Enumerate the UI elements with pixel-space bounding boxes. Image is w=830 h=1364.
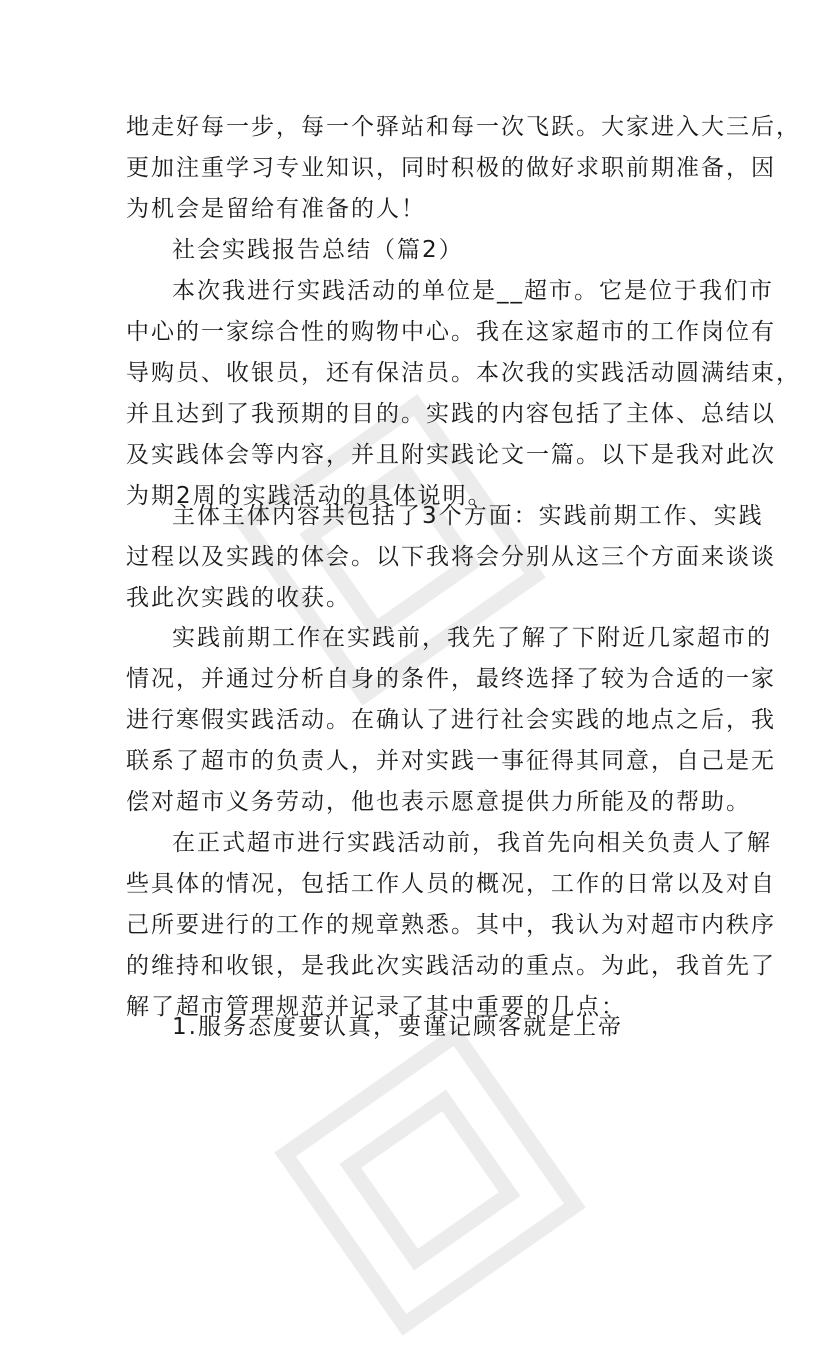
text-line: 情况，并通过分析自身的条件，最终选择了较为合适的一家 [126,666,776,692]
watermark-icon [249,999,611,1361]
text-line: 联系了超市的负责人，并对实践一事征得其同意，自己是无 [126,748,776,774]
text-line: 偿对超市义务劳动，他也表示愿意提供力所能及的帮助。 [126,789,751,815]
text-line: 进行寒假实践活动。在确认了进行社会实践的地点之后，我 [126,707,776,733]
text-line: 为期2周的实践活动的具体说明。 [126,483,493,509]
paragraph [126,823,776,1028]
text-line: 的维持和收银，是我此次实践活动的重点。为此，我首先了 [126,953,776,979]
text-line: 更加注重学习专业知识，同时积极的做好求职前期准备，因 [126,155,776,181]
text-line: 在正式超市进行实践活动前，我首先向相关负责人了解 [172,830,772,856]
list-item [126,1007,706,1048]
text-line: 解了超市管理规范并记录了其中重要的几点： [126,994,626,1020]
paragraph [126,618,776,823]
text-line: 实践前期工作在实践前，我先了解了下附近几家超市的 [172,625,772,651]
text-line: 本次我进行实践活动的单位是__超市。它是位于我们市 [172,278,774,304]
text-line: 过程以及实践的体会。以下我将会分别从这三个方面来谈谈 [126,544,776,570]
paragraph-continuation [126,107,801,230]
text-line: 己所要进行的工作的规章熟悉。其中，我认为对超市内秩序 [126,912,776,938]
text-line: 我此次实践的收获。 [126,585,351,611]
text-line: 中心的一家综合性的购物中心。我在这家超市的工作岗位有 [126,319,776,345]
text-line: 些具体的情况，包括工作人员的概况，工作的日常以及对自 [126,871,776,897]
text-line: 并且达到了我预期的目的。实践的内容包括了主体、总结以 [126,401,776,427]
text-line: 1.服务态度要认真，要谨记顾客就是上帝 [172,1014,623,1040]
text-line: 导购员、收银员，还有保洁员。本次我的实践活动圆满结束， [126,360,801,386]
text-line: 为机会是留给有准备的人！ [126,196,426,222]
paragraph [126,496,776,619]
text-line: 地走好每一步，每一个驿站和每一次飞跃。大家进入大三后， [126,114,801,140]
section-heading [126,230,706,271]
heading-text: 社会实践报告总结（篇2） [172,237,464,263]
text-line: 主体主体内容共包括了3个方面：实践前期工作、实践 [172,503,764,529]
text-line: 及实践体会等内容，并且附实践论文一篇。以下是我对此次 [126,442,776,468]
